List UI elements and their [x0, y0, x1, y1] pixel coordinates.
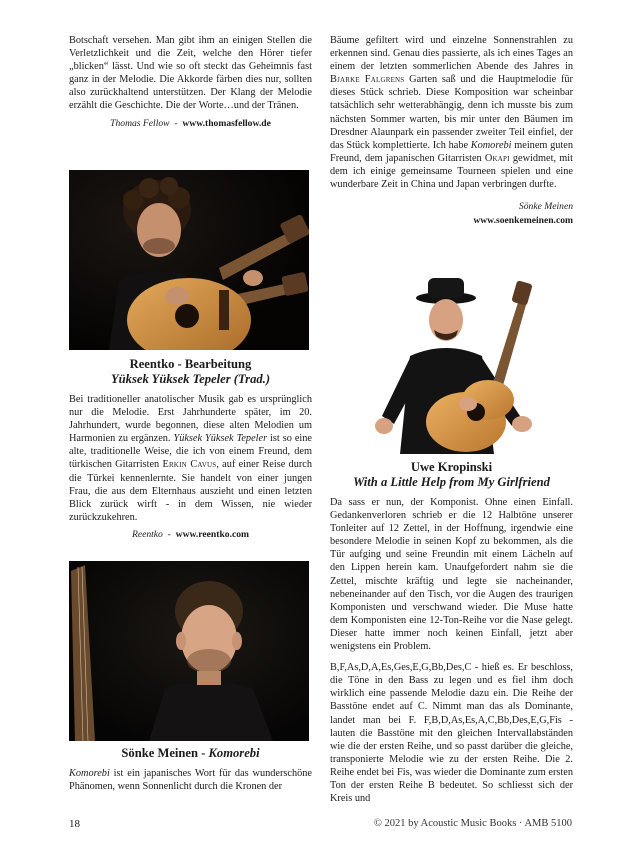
left-column — [69, 34, 312, 129]
title-run: Komorebi — [69, 768, 110, 779]
komorebi-paragraph — [69, 767, 312, 793]
signature-soenke-author: Sönke Meinen — [518, 201, 573, 213]
heading-title: With a Little Help from My Girlfriend — [353, 475, 550, 489]
soenke-section — [69, 746, 312, 793]
text-run: , auf einer Reise durch die Türkei kennenlernte. Sie handelt von einer jungen Frau, die aus dem Elternhaus auszieht und einen letzten Blick zurück wirft - in dem Wissen, nie wieder zurückzukehren. — [69, 459, 313, 523]
signature-url: www.thomasfellow.de — [182, 117, 271, 129]
uwe-paragraph-2: B,F,As,D,A,Es,Ges,E,G,Bb,Des,C - hieß es. Er beschloss, die Töne in den Bass zu legen und es fiel ihm doch wirklich eine passende Melodie dazu ein. Die Reihe der Basstöne endet auf C. Nimmt man das als Dominante, landet man bei F. F,B,D,As,Es,A,C,Bb,Des,E,G,Fis - lauten die Basstöne mit den gleichen Intervallabständen wie die der ersten Reihe, und so passt darüber die gleiche, transponierte Melodie wie zu der ersten Reihe. Die 2. Reihe endet bei Fis, was wieder die Dominante zum ersten Ton der ersten Reihe B bedeutet. So schliesst sich der Kreis und — [330, 662, 573, 805]
title-run: Yüksek Yüksek Tepeler — [173, 433, 268, 445]
page-number: 18 — [69, 818, 80, 830]
reentko-paragraph — [69, 393, 312, 524]
copyright-line: © 2021 by Acoustic Music Books · AMB 5100 — [373, 818, 572, 829]
section-heading-soenke — [69, 746, 312, 761]
text-run: ist so eine alte, traditionelle Weise, die ich von einem Freund, dem türkischen Gitarristen — [69, 433, 313, 471]
text-run: Bäume gefiltert wird und einzelne Sonnenstrahlen zu erkennen sind. Genau dies passierte, als ich eines Tages an einem der letzten sommerlichen Abende des Jahres in — [330, 35, 573, 73]
section-heading-reentko — [69, 357, 312, 387]
signature-separator: - — [167, 528, 171, 540]
intro-paragraph: Botschaft versehen. Man gibt ihm an einigen Stellen die Verletzlichkeit und die Zeit, welche den Hörer tiefer „blicken“ lässt. Und wie so oft steckt das Geheimnis fast ganz in der Melodie. Die Akkorde färben dies nur, sollten also zurückhaltend unterstützen. Der Klang der Melodie erzählt die Geschichte. Die der Worte…und der Tränen. — [69, 35, 312, 112]
signature-reentko — [69, 529, 312, 540]
name-run: Erkin Cavus — [162, 459, 217, 471]
heading-line1: Reentko - Bearbeitung — [129, 357, 252, 371]
text-run: Bei traditioneller anatolischer Musik gab es ursprünglich nur die Melodie. Erst Jahrhunderte später, im 20. Jahrhundert, wurde begonnen, diese alten Melodien um Harmonien zu ergänzen. — [69, 394, 312, 445]
photo-reentko — [69, 170, 309, 350]
signature-author: Reentko — [131, 528, 163, 540]
uwe-paragraph-1: Da sass er nun, der Komponist. Ohne einen Einfall. Gedankenverloren schrieb er die 12 Halbtöne unserer Tonleiter auf 12 Zettel, in der Hoffnung, irgendwie eine besondere Melodie in seinen Kopf zu bekommen, als die Tür aufging und seine Freundin mit einem Lächeln auf den Lippen herein kam. Unaufgefordert nahm sie die Zettel, mischte kräftig und legte sie nacheinander, nebeneinander auf den Tisch, vor die Augen des traurigen Komponisten und verschwand wieder. Die Muse hatte dem Komponisten eine 12-Ton-Reihe vor die Nase gelegt. Dieser hatte immer noch keinen Einfall, jetzt aber wenigstens ein Problem. — [330, 497, 573, 653]
signature-url: www.reentko.com — [175, 528, 250, 540]
text-run: Garten saß und die Hauptmelodie für dieses Stück schrieb. Diese Komposition war scheinbar tatsächlich sehr wetterabhängig, denn ich musste bis zum nächsten Sommer warten, bis mir unter den Bäumen im Dresdner Alaunpark ein passender zweiter Teil einfiel, der das Stück komplettierte. Ich habe — [330, 74, 573, 151]
komorebi-continued-paragraph — [330, 34, 573, 191]
heading-title: Komorebi — [208, 746, 260, 760]
title-run: Komorebi — [470, 139, 512, 151]
signature-soenke-url: www.soenkemeinen.com — [473, 215, 573, 227]
text-run: gewidmet, mit dem ich einige gemeinsame Tourneen spielen und eine wunderbare Zeit in China und Japan verbringen durfte. — [330, 152, 573, 191]
signature-author: Thomas Fellow — [110, 117, 170, 129]
reentko-section — [69, 357, 312, 540]
section-heading-uwe — [330, 460, 573, 490]
text-run: ist ein japanisches Wort für das wunderschöne Phänomen, wenn Sonnenlicht durch die Kronen der — [69, 768, 312, 793]
name-run: Bjarke Falgrens — [330, 74, 405, 86]
heading-name: Sönke Meinen - — [121, 746, 209, 760]
heading-name: Uwe Kropinski — [410, 460, 493, 474]
photo-soenke-meinen — [69, 561, 309, 741]
signature-thomas-fellow — [69, 118, 312, 129]
signature-separator: - — [174, 117, 178, 129]
right-column — [330, 34, 573, 226]
photo-uwe-kropinski — [370, 276, 560, 454]
heading-line2: Yüksek Yüksek Tepeler (Trad.) — [110, 372, 271, 386]
uwe-section — [330, 460, 573, 805]
text-run: meinem guten Freund, dem japanischen Gitarristen — [330, 139, 573, 164]
name-run: Okapi — [484, 152, 510, 164]
